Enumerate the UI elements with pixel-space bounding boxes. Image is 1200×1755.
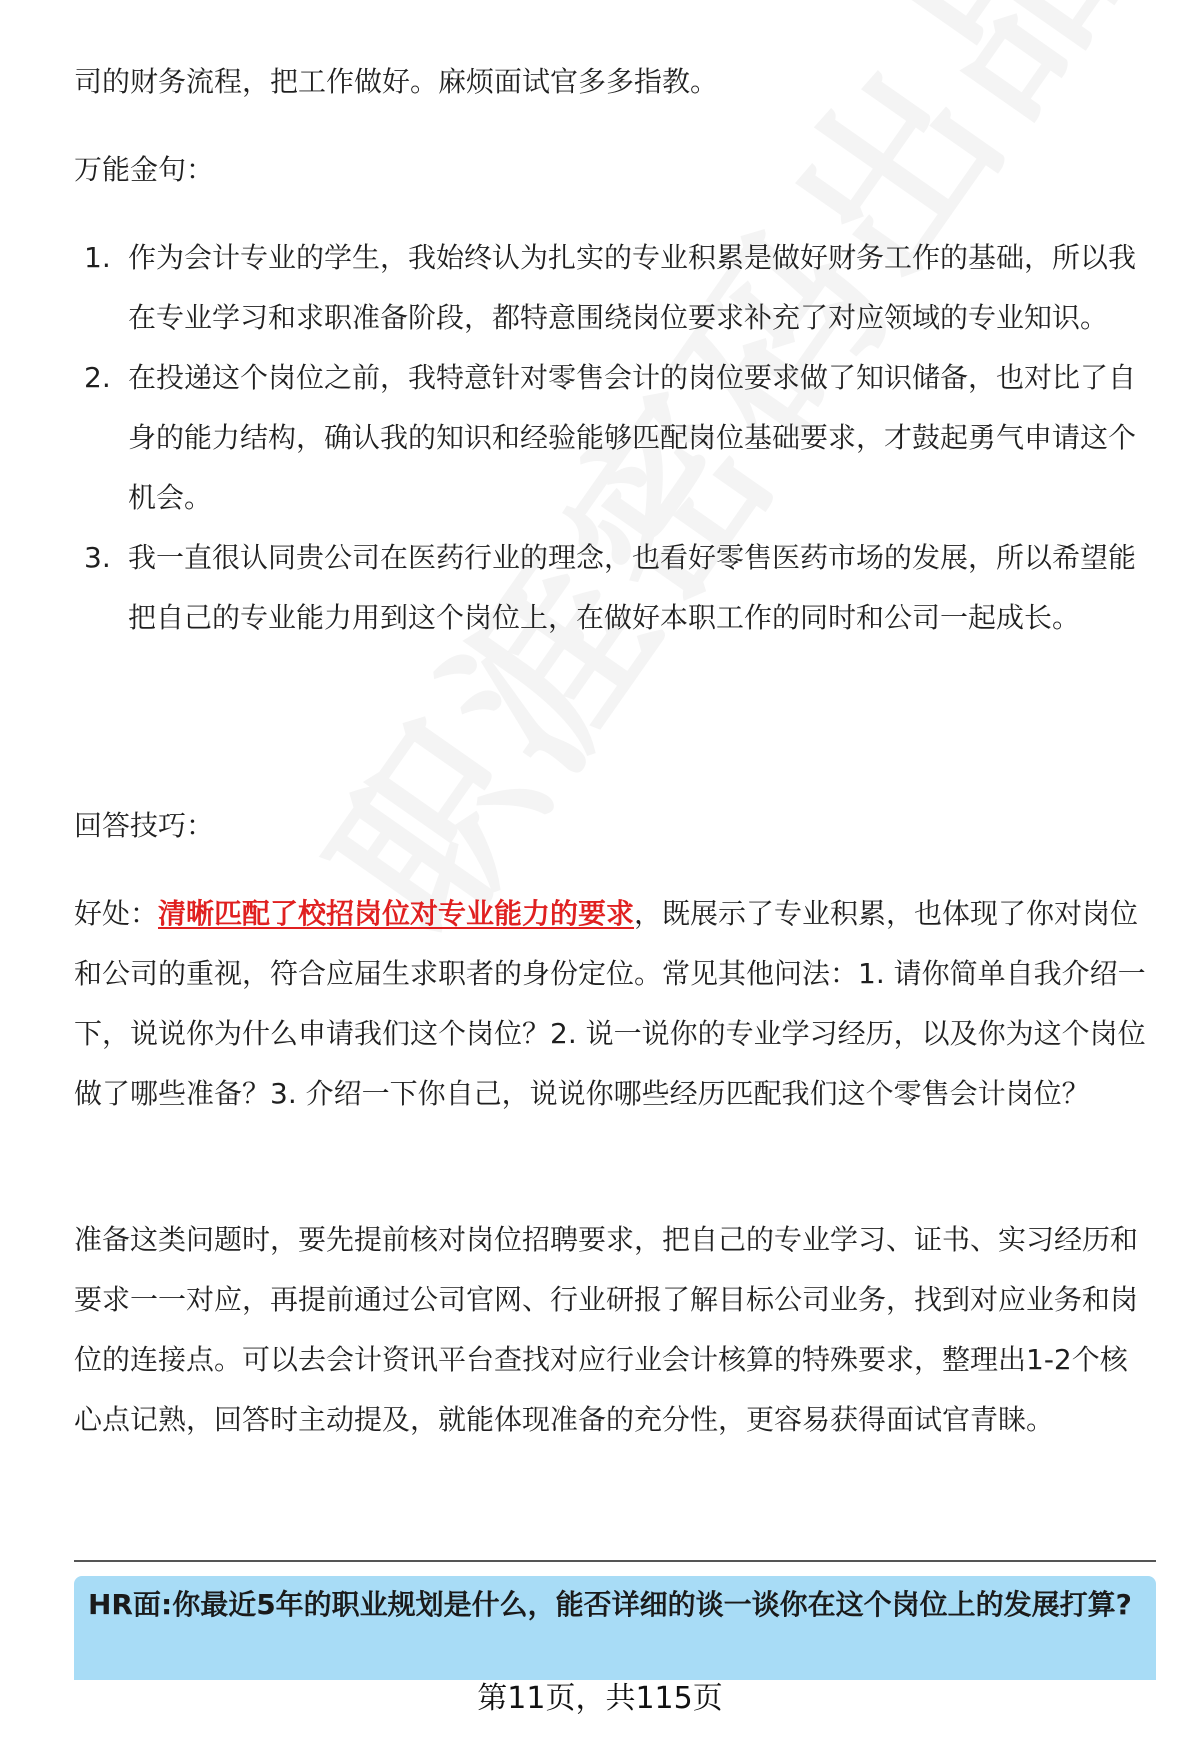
golden-sentences-heading: 万能金句： — [74, 153, 215, 186]
prep-paragraph: 准备这类问题时，要先提前核对岗位招聘要求，把自己的专业学习、证书、实习经历和要求一一对应，再提前通过公司官网、行业研报了解目标公司业务，找到对应业务和岗位的连接点。可以去会计资讯平台查找对应行业会计核算的特殊要求，整理出1-2个核心点记熟，回答时主动提及，就能体现准备的充分性，更容易获得面试官青睐。 — [74, 1223, 1139, 1436]
next-question-box — [74, 1576, 1156, 1680]
list-item-number: 3. — [84, 541, 111, 574]
next-question-text: HR面:你最近5年的职业规划是什么，能否详细的谈一谈你在这个岗位上的发展打算? — [88, 1588, 1132, 1621]
list-item — [74, 348, 1150, 528]
golden-sentences-list — [74, 228, 1150, 648]
list-item-text: 在投递这个岗位之前，我特意针对零售会计的岗位要求做了知识储备，也对比了自身的能力结构，确认我的知识和经验能够匹配岗位基础要求，才鼓起勇气申请这个机会。 — [128, 361, 1137, 514]
list-item-number: 1. — [84, 241, 111, 274]
list-item — [74, 528, 1150, 648]
benefit-highlight: 清晰匹配了校招岗位对专业能力的要求 — [158, 897, 635, 930]
benefit-paragraph — [74, 884, 1150, 1124]
list-item-text: 作为会计专业的学生，我始终认为扎实的专业积累是做好财务工作的基础，所以我在专业学习和求职准备阶段，都特意围绕岗位要求补充了对应领域的专业知识。 — [128, 241, 1137, 334]
benefit-label: 好处： — [74, 897, 159, 930]
list-item — [74, 228, 1150, 348]
intro-tail-text: 司的财务流程，把工作做好。麻烦面试官多多指教。 — [74, 65, 719, 98]
divider — [74, 1560, 1156, 1562]
page-number: 第11页，共115页 — [477, 1681, 723, 1716]
list-item-text: 我一直很认同贵公司在医药行业的理念，也看好零售医药市场的发展，所以希望能把自己的专业能力用到这个岗位上，在做好本职工作的同时和公司一起成长。 — [128, 541, 1137, 634]
tips-heading: 回答技巧： — [74, 809, 215, 842]
list-item-number: 2. — [84, 361, 111, 394]
benefit-text: ，既展示了专业积累，也体现了你对岗位和公司的重视，符合应届生求职者的身份定位。常见其他问法：1. 请你简单自我介绍一下，说说你为什么申请我们这个岗位？2. 说一说你的专业学习经历，以及你为这个岗位做了哪些准备？3. 介绍一下你自己，说说你哪些经历匹配我们这个零售会计岗位？ — [74, 897, 1146, 1110]
